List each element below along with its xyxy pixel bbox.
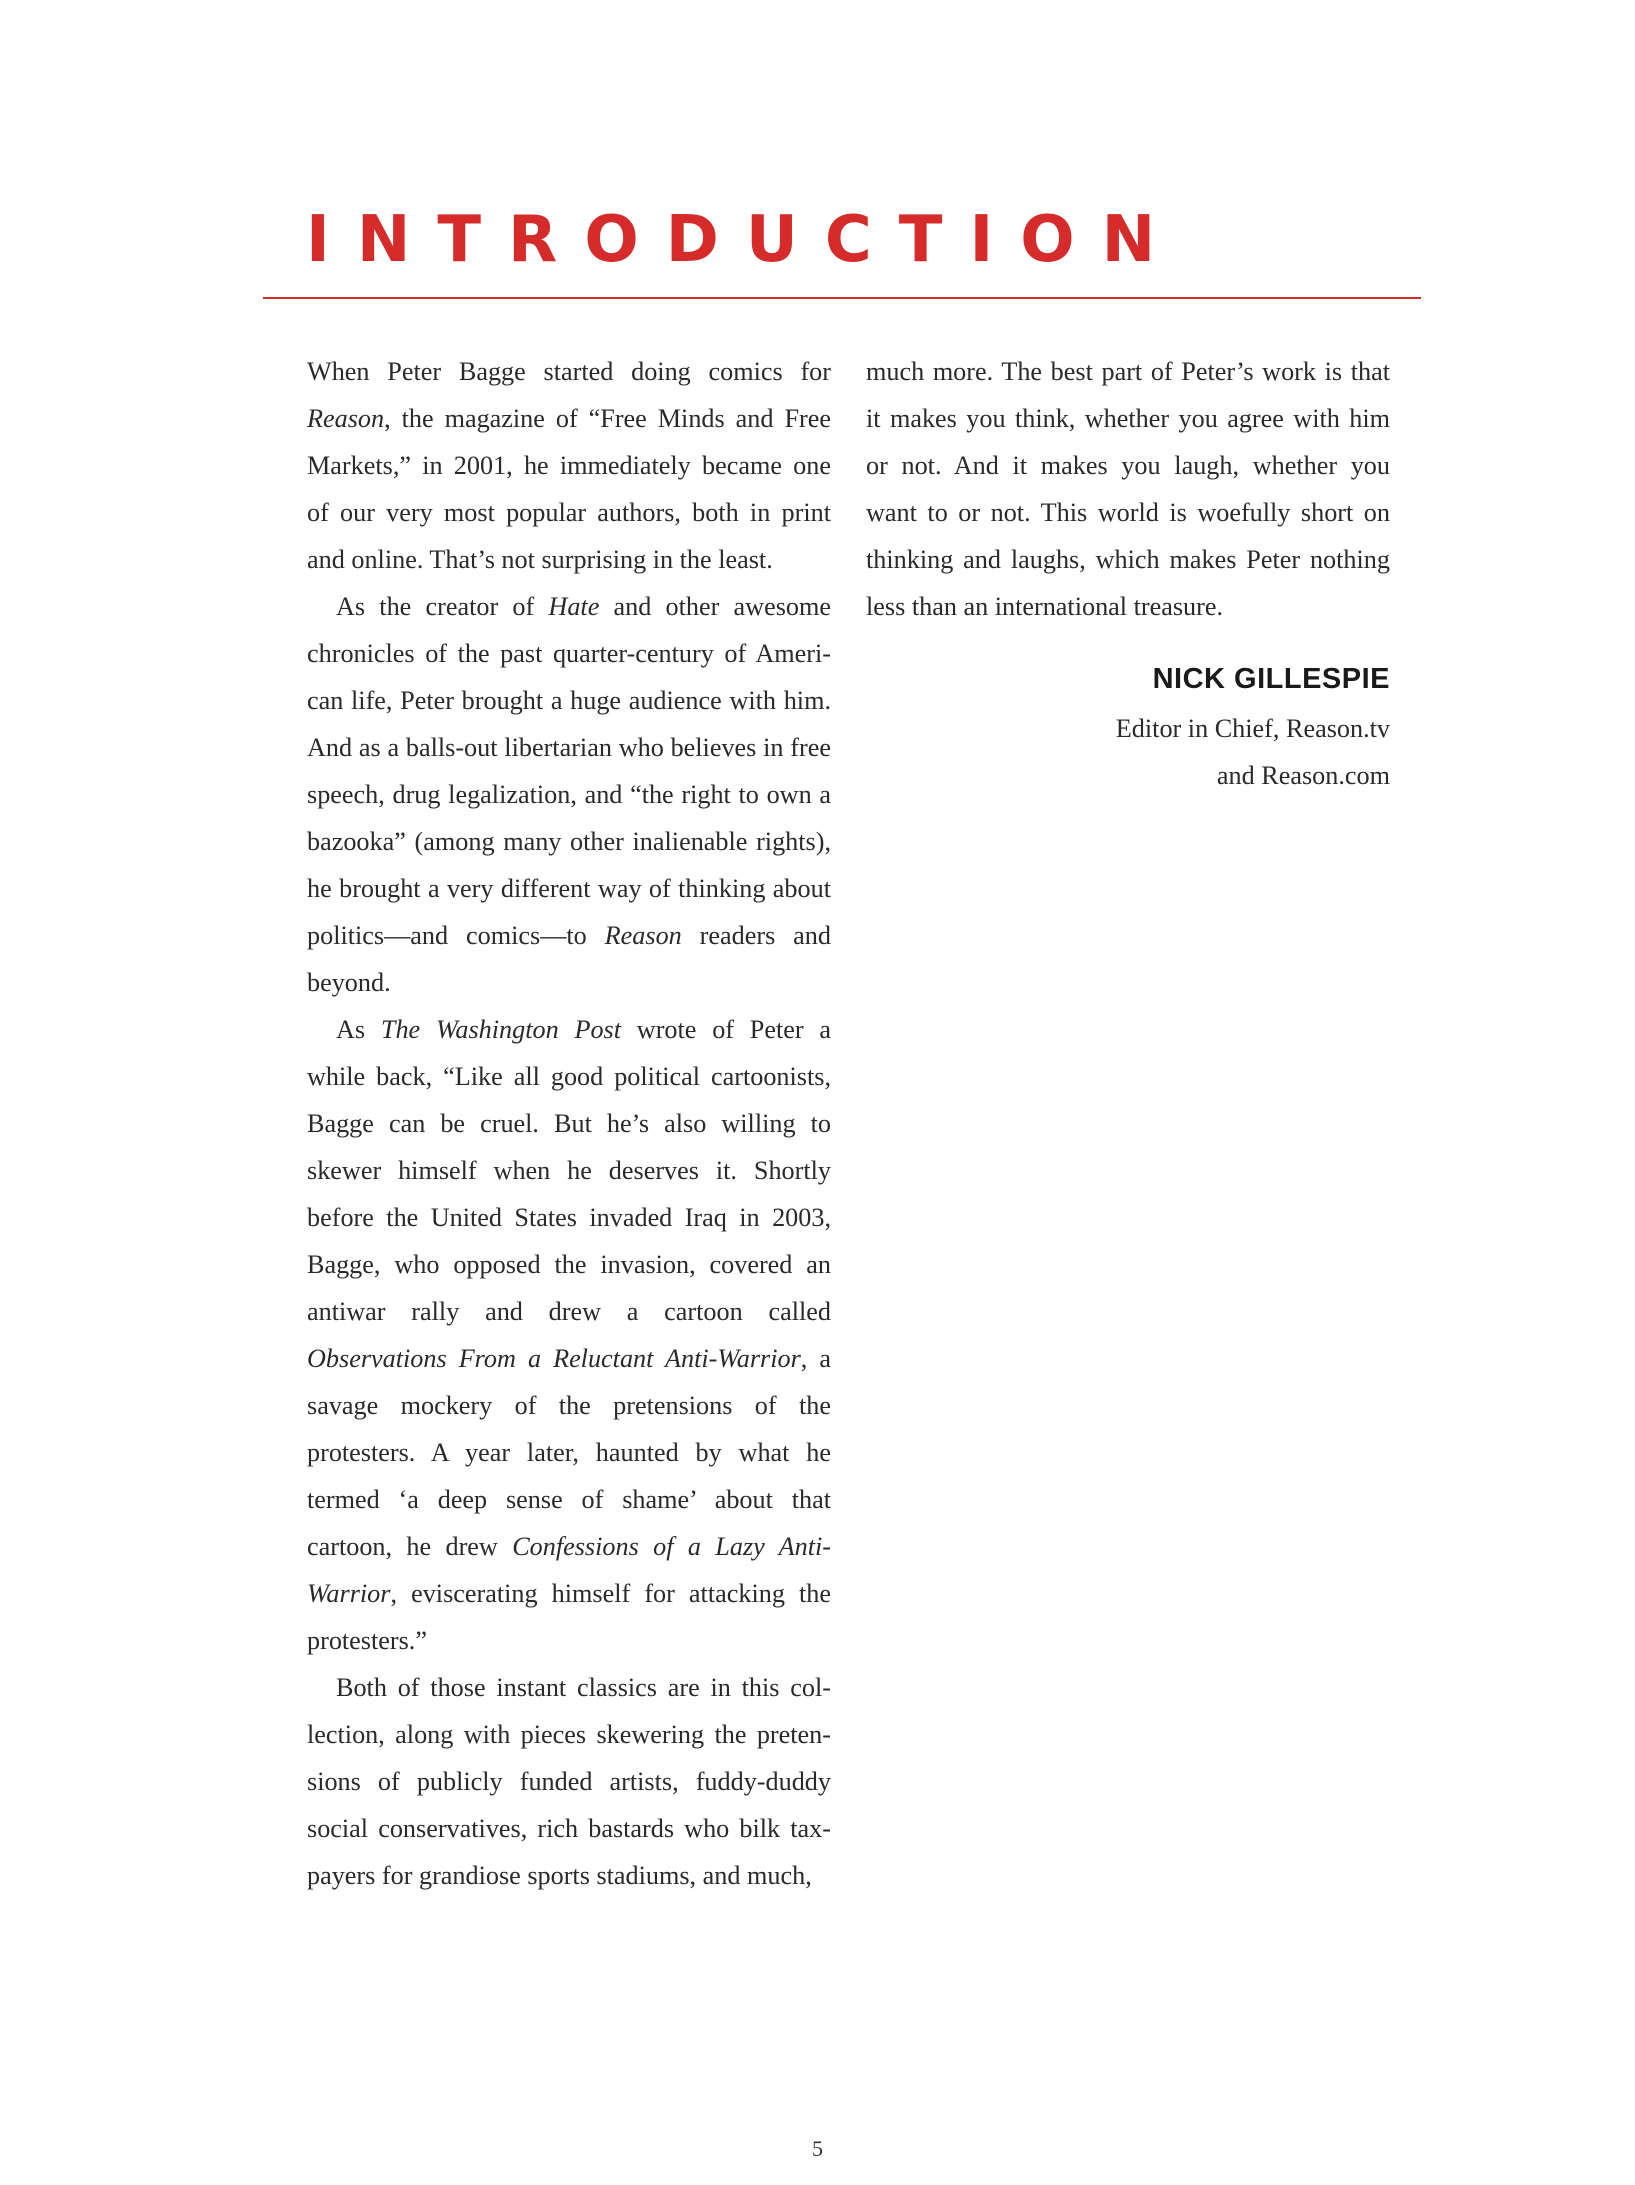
paragraph-1 — [307, 348, 831, 583]
signature-block — [866, 656, 1390, 799]
italic-title-confessions: Confessions of a Lazy Anti-Warrior — [307, 1532, 831, 1608]
text: When Peter Bagge started doing comics for — [307, 357, 831, 386]
text: , a savage mockery of the pretensions of the protesters. A year later, haunted by what he termed ‘a deep sense of shame’ about that cartoon, he drew — [307, 1344, 831, 1561]
page-title: INTRODUCTION — [306, 203, 1183, 277]
left-column — [307, 348, 831, 1899]
text: and other awesome chronicles of the past quarter-century of American life, Peter brought a huge audience with him. And as a balls-out libertarian who believes in free speech, drug legalization, and “the right to own a bazooka” (among many other inalienable rights), he brought a very different way of thinking about politics—and comics—to — [307, 592, 831, 950]
italic-title-reason: Reason — [604, 921, 682, 950]
right-column — [866, 348, 1390, 799]
paragraph-3 — [307, 1006, 831, 1664]
page-number: 5 — [812, 2136, 823, 2161]
title-divider — [263, 297, 1421, 299]
italic-title-washington-post: The Washington Post — [380, 1015, 622, 1044]
italic-title-reason: Reason — [307, 404, 385, 433]
author-name: NICK GILLESPIE — [1152, 663, 1390, 695]
text: wrote of Peter a while back, “Like all good political cartoonists, Bagge can be cruel. But he’s also willing to skewer himself when he deserves it. Shortly before the United States invaded Iraq in 2003, Bagge, who opposed the invasion, covered an antiwar rally and drew a cartoon called — [307, 1015, 832, 1326]
paragraph-5: much more. The best part of Peter’s work is that it makes you think, whether you agree with him or not. And it makes you laugh, whether you want to or not. This world is woefully short on thinking and laughs, which makes Peter nothing less than an international treasure. — [866, 357, 1390, 621]
author-role: Editor in Chief, Reason.tv — [1115, 714, 1390, 743]
paragraph-2 — [307, 583, 831, 1006]
italic-title-hate: Hate — [548, 592, 600, 621]
paragraph-4: Both of those instant classics are in this collection, along with pieces skewering the pretensions of publicly funded artists, fuddy-duddy social conservatives, rich bastards who bilk taxpayers for grandiose sports stadiums, and much, — [307, 1673, 831, 1890]
text: readers and beyond. — [307, 921, 831, 997]
text: As — [336, 1015, 381, 1044]
text: , eviscerating himself for attacking the protesters.” — [307, 1579, 831, 1655]
text: As the creator of — [336, 592, 549, 621]
text: , the magazine of “Free Minds and Free Markets,” in 2001, he immediately became one of our very most popular authors, both in print and online. That’s not surprising in the least. — [307, 404, 831, 574]
italic-title-observations: Observations From a Reluctant Anti-Warrior — [307, 1344, 801, 1373]
author-role-continued: and Reason.com — [1216, 761, 1390, 790]
